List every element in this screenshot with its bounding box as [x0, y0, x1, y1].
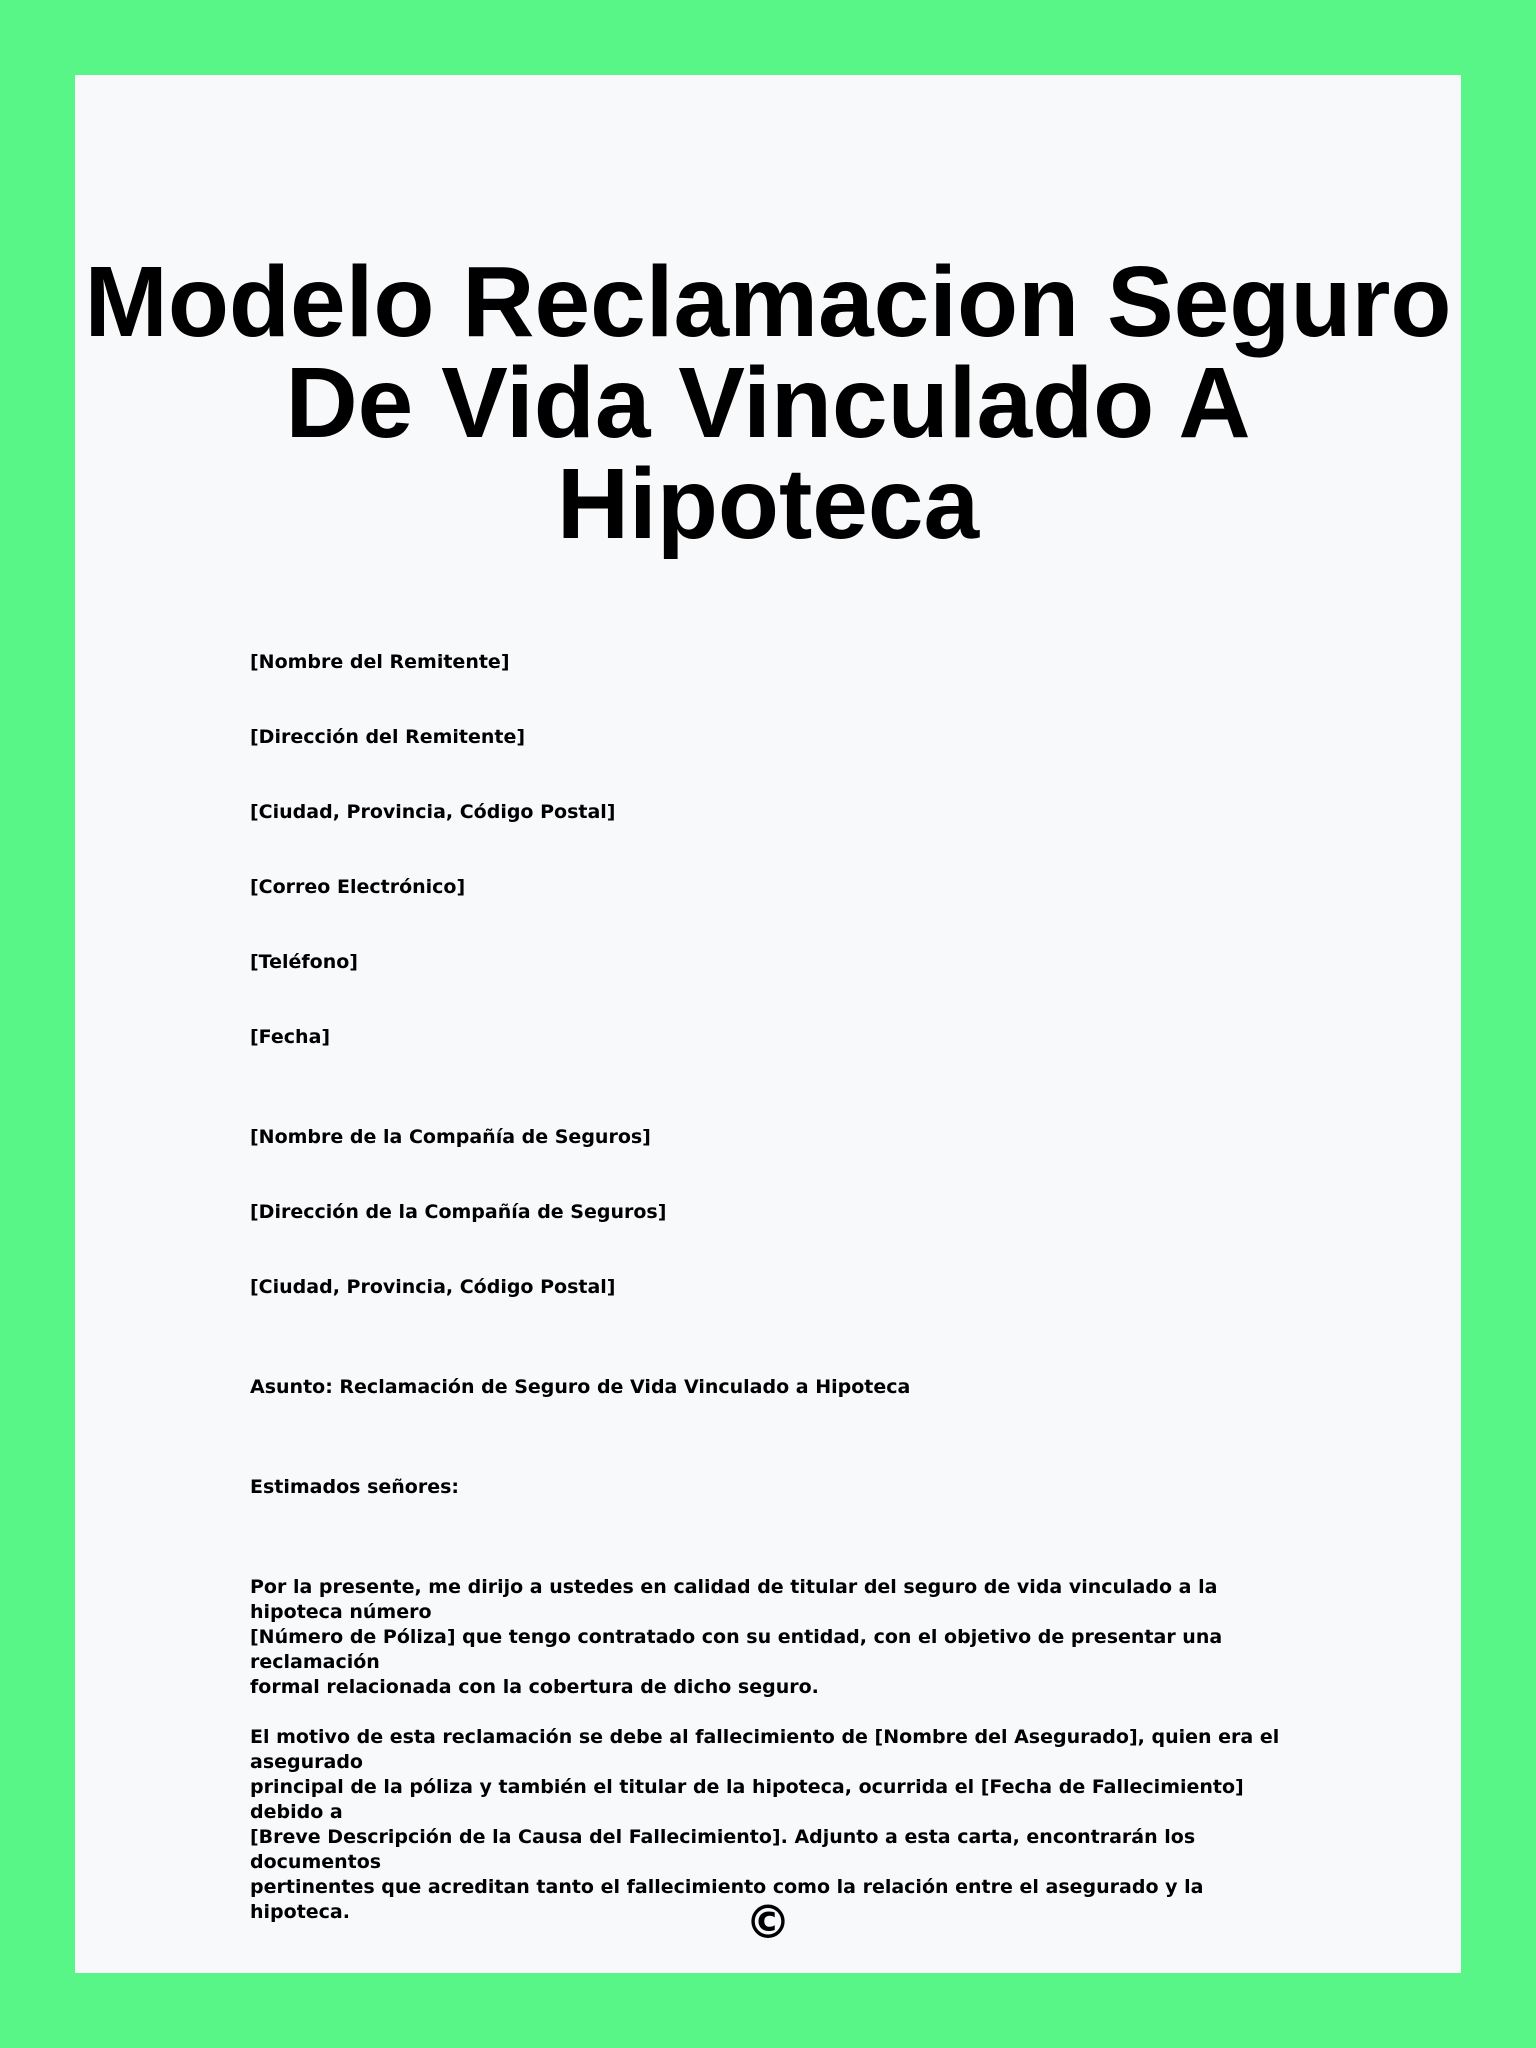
letter-greeting: Estimados señores: — [250, 1476, 460, 1498]
paragraph-1-line-2: [Número de Póliza] que tengo contratado con su entidad, con el objetivo de presentar una reclamación — [250, 1626, 1223, 1673]
paragraph-2-line-1: El motivo de esta reclamación se debe al fallecimiento de [Nombre del Asegurado], quien era el asegurado — [250, 1726, 1280, 1773]
document-title: Modelo Reclamacion Seguro De Vida Vinculado A Hipoteca — [84, 246, 1452, 560]
sender-city: [Ciudad, Provincia, Código Postal] — [250, 801, 616, 823]
sender-address: [Dirección del Remitente] — [250, 726, 526, 748]
paragraph-1-line-1: Por la presente, me dirijo a ustedes en calidad de titular del seguro de vida vinculado a la hipoteca número — [250, 1576, 1218, 1623]
letter-subject: Asunto: Reclamación de Seguro de Vida Vinculado a Hipoteca — [250, 1376, 911, 1398]
sender-phone: [Teléfono] — [250, 951, 358, 973]
sender-email: [Correo Electrónico] — [250, 876, 466, 898]
copyright-icon: © — [745, 1895, 791, 1949]
recipient-address: [Dirección de la Compañía de Seguros] — [250, 1201, 667, 1223]
paragraph-2-line-2: principal de la póliza y también el titular de la hipoteca, ocurrida el [Fecha de Fallecimiento] debido a — [250, 1776, 1244, 1823]
paragraph-1-line-3: formal relacionada con la cobertura de dicho seguro. — [250, 1676, 819, 1698]
paragraph-1 — [250, 1575, 1300, 1700]
recipient-city: [Ciudad, Provincia, Código Postal] — [250, 1276, 616, 1298]
document-page — [75, 75, 1461, 1973]
letter-date: [Fecha] — [250, 1026, 331, 1048]
paragraph-2-line-4: pertinentes que acreditan tanto el fallecimiento como la relación entre el asegurado y la hipoteca. — [250, 1876, 1204, 1923]
recipient-company: [Nombre de la Compañía de Seguros] — [250, 1126, 651, 1148]
sender-name: [Nombre del Remitente] — [250, 651, 510, 673]
paragraph-2-line-3: [Breve Descripción de la Causa del Fallecimiento]. Adjunto a esta carta, encontrarán los documentos — [250, 1826, 1196, 1873]
